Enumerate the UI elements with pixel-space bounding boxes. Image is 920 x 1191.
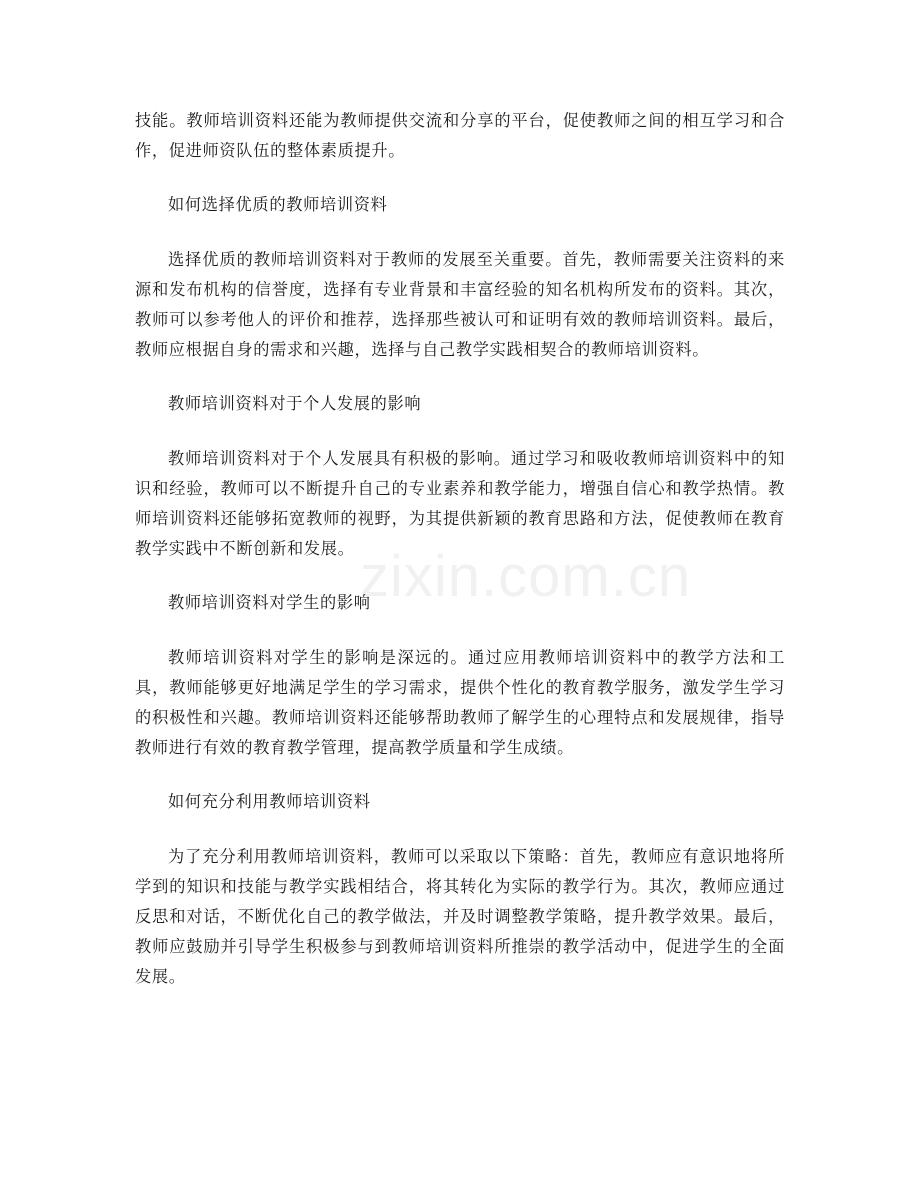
section-heading-personal: 教师培训资料对于个人发展的影响: [168, 394, 422, 414]
paragraph-utilize: 为了充分利用教师培训资料，教师可以采取以下策略：首先，教师应有意识地将所学到的知识和技能与教学实践相结合，将其转化为实际的教学行为。其次，教师应通过反思和对话，不断优化自己的教学做法，并及时调整教学策略，提升教学效果。最后，教师应鼓励并引导学生积极参与到教师培训资料所推崇的教学活动中，促进学生的全面发展。: [135, 846, 785, 987]
document-body: [135, 106, 785, 993]
section-heading-students: 教师培训资料对学生的影响: [168, 593, 371, 613]
watermark: zixin.com.cn: [360, 544, 692, 609]
section-heading-utilize: 如何充分利用教师培训资料: [168, 792, 371, 812]
paragraph-continuation: 技能。教师培训资料还能为教师提供交流和分享的平台，促使教师之间的相互学习和合作，促进师资队伍的整体素质提升。: [135, 111, 785, 161]
paragraph-students: 教师培训资料对学生的影响是深远的。通过应用教师培训资料中的教学方法和工具，教师能够更好地满足学生的学习需求，提供个性化的教育教学服务，激发学生学习的积极性和兴趣。教师培训资料还能够帮助教师了解学生的心理特点和发展规律，指导教师进行有效的教育教学管理，提高教学质量和学生成绩。: [135, 647, 785, 758]
section-heading-choose: 如何选择优质的教师培训资料: [168, 195, 388, 215]
paragraph-personal: 教师培训资料对于个人发展具有积极的影响。通过学习和吸收教师培训资料中的知识和经验，教师可以不断提升自己的专业素养和教学能力，增强自信心和教学热情。教师培训资料还能够拓宽教师的视野，为其提供新颖的教育思路和方法，促使教师在教育教学实践中不断创新和发展。: [135, 448, 785, 559]
paragraph-choose: 选择优质的教师培训资料对于教师的发展至关重要。首先，教师需要关注资料的来源和发布机构的信誉度，选择有专业背景和丰富经验的知名机构所发布的资料。其次，教师可以参考他人的评价和推荐，选择那些被认可和证明有效的教师培训资料。最后，教师应根据自身的需求和兴趣，选择与自己教学实践相契合的教师培训资料。: [135, 249, 785, 360]
